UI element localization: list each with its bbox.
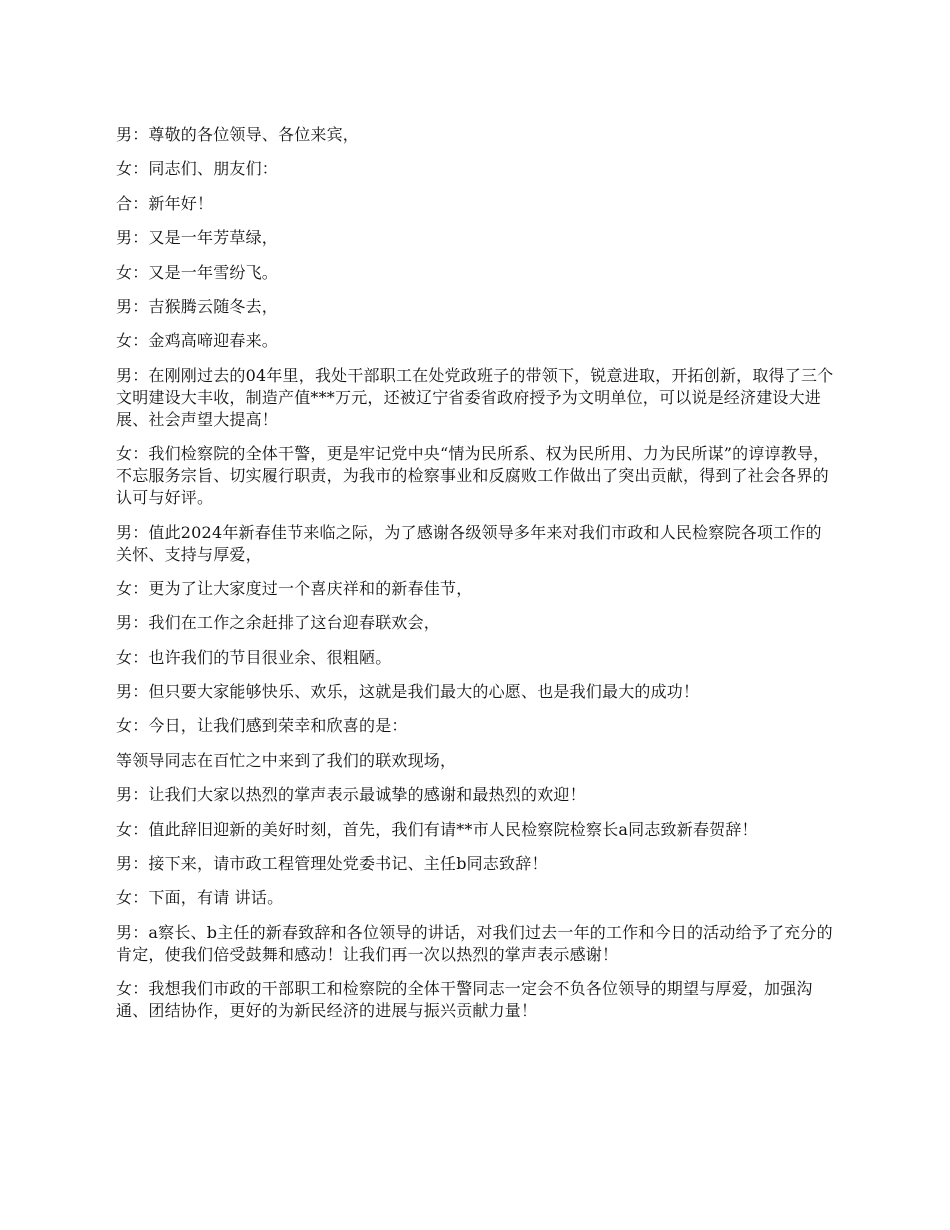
- paragraph-10: 男：值此2024年新春佳节来临之际，为了感谢各级领导多年来对我们市政和人民检察院各项工作的关怀、支持与厚爱，: [116, 522, 822, 564]
- paragraph-11: 女：更为了让大家度过一个喜庆祥和的新春佳节，: [116, 578, 473, 598]
- paragraph-20: 女：下面，有请 讲话。: [116, 888, 284, 908]
- paragraph-6: 男：吉猴腾云随冬去，: [116, 296, 279, 316]
- paragraph-18: 女：值此辞旧迎新的美好时刻，首先，我们有请**市人民检察院检察长a同志致新春贺辞！: [116, 819, 758, 839]
- paragraph-15: 女：今日，让我们感到荣幸和欣喜的是：: [116, 716, 408, 736]
- paragraph-17: 男：让我们大家以热烈的掌声表示最诚挚的感谢和最热烈的欢迎！: [116, 785, 586, 805]
- paragraph-9: 女：我们检察院的全体干警，更是牢记党中央“情为民所系、权为民所用、力为民所谋”的谆谆教导，不忘服务宗旨、切实履行职责，为我市的检察事业和反腐败工作做出了突出贡献，得到了社会各界的认可与好评。: [116, 444, 830, 508]
- paragraph-3: 合：新年好！: [116, 193, 214, 213]
- paragraph-8: 男：在刚刚过去的04年里，我处干部职工在处党政班子的带领下，锐意进取，开拓创新，取得了三个文明建设大丰收，制造产值***万元，还被辽宁省委省政府授予为文明单位，可以说是经济建设大进展、社会声望大提高！: [116, 365, 834, 429]
- document-body: [116, 124, 836, 1035]
- paragraph-21: 男：a察长、b主任的新春致辞和各位领导的讲话，对我们过去一年的工作和今日的活动给予了充分的肯定，使我们倍受鼓舞和感动！让我们再一次以热烈的掌声表示感谢！: [116, 922, 833, 964]
- paragraph-4: 男：又是一年芳草绿，: [116, 228, 279, 248]
- paragraph-1: 男：尊敬的各位领导、各位来宾，: [116, 125, 360, 144]
- paragraph-2: 女：同志们、朋友们：: [116, 159, 279, 179]
- paragraph-5: 女：又是一年雪纷飞。: [116, 262, 279, 282]
- paragraph-16: 等领导同志在百忙之中来到了我们的联欢现场，: [116, 750, 457, 770]
- paragraph-22: 女：我想我们市政的干部职工和检察院的全体干警同志一定会不负各位领导的期望与厚爱，加强沟通、团结协作，更好的为新民经济的进展与振兴贡献力量！: [116, 979, 813, 1021]
- paragraph-19: 男：接下来，请市政工程管理处党委书记、主任b同志致辞！: [116, 854, 548, 874]
- paragraph-7: 女：金鸡高啼迎春来。: [116, 331, 279, 351]
- paragraph-12: 男：我们在工作之余赶排了这台迎春联欢会，: [116, 613, 441, 633]
- paragraph-13: 女：也许我们的节目很业余、很粗陋。: [116, 647, 392, 667]
- paragraph-14: 男：但只要大家能够快乐、欢乐，这就是我们最大的心愿、也是我们最大的成功！: [116, 682, 700, 702]
